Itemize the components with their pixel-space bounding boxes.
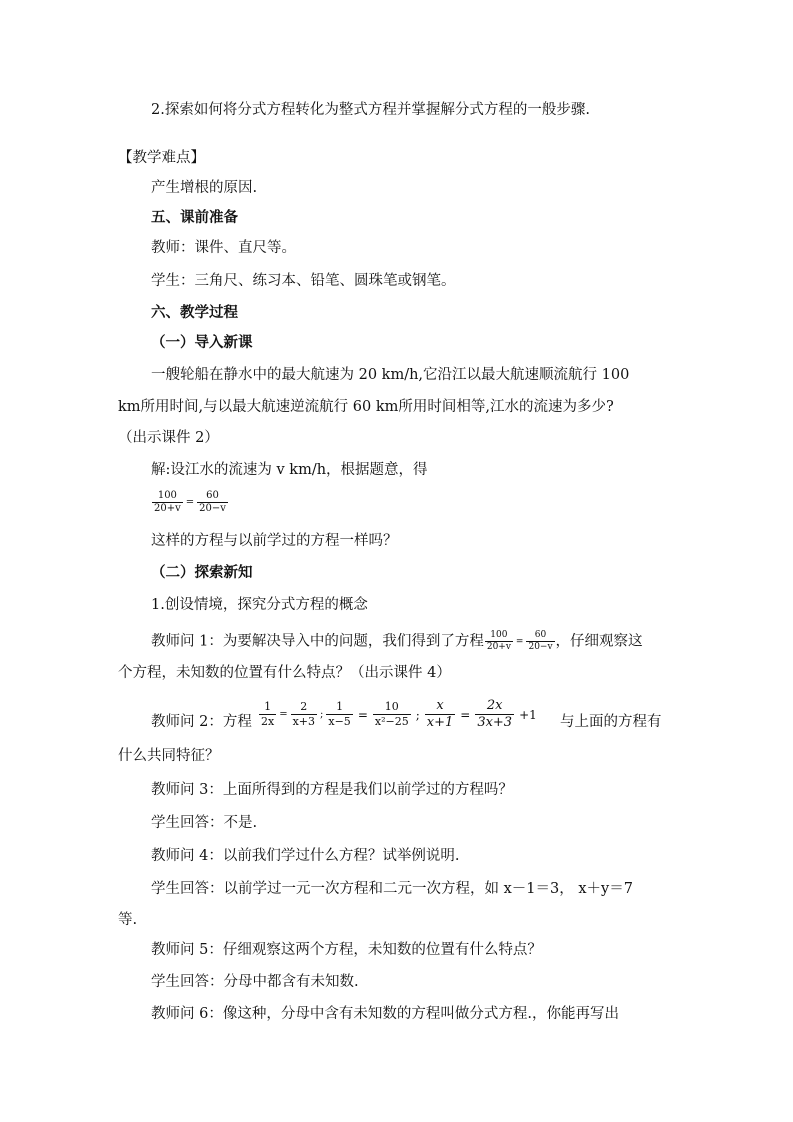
student-answer-3: 学生回答：不是.: [151, 815, 258, 831]
sub1-heading: （一）导入新课: [151, 335, 253, 351]
eq2-frac-4: $\frac{10}{\text{x²−25}}$: [374, 700, 409, 728]
solution-line: 解:设江水的流速为 v km/h，根据题意，得: [151, 462, 428, 478]
student-answer-5: 学生回答：分母中都含有未知数.: [151, 974, 359, 990]
teacher-question-2-suffix: 与上面的方程有: [560, 714, 662, 730]
eq1-frac-right: $\frac{60}{20-v}$: [199, 490, 226, 514]
difficulty-text: 产生增根的原因.: [151, 180, 258, 196]
eq2-frac-6: $\frac{2x}{3x+3}$: [477, 698, 513, 730]
sub2-heading: （二）探索新知: [151, 565, 253, 581]
section6-heading: 六、教学过程: [151, 305, 238, 321]
intro-line-2: km所用时间,与以最大航速逆流航行 60 km所用时间相等,江水的流速为多少?: [118, 399, 614, 415]
eq2-frac-5: $\frac{x}{x+1}$: [426, 698, 454, 730]
eq1-frac-left: $\frac{100}{20+v}$: [154, 490, 181, 514]
student-answer-4-line-2: 等.: [118, 912, 138, 928]
difficulty-heading: 【教学难点】: [118, 150, 205, 166]
eq2-frac-1: $\frac{1}{2x}$: [261, 700, 275, 728]
objective-2: 2.探索如何将分式方程转化为整式方程并掌握解分式方程的一般步骤.: [151, 102, 590, 118]
teacher-question-2: 教师问 2：方程: [151, 714, 252, 730]
teacher-question-1: 教师问 1：为要解决导入中的问题，我们得到了方程 $\frac{100}{20+v}$ = $\frac{60}{20-v}$ ，仔细观察这: [151, 630, 643, 652]
intro-line-1: 一艘轮船在静水中的最大航速为 20 km/h,它沿江以最大航速顺流航行 100: [151, 367, 630, 383]
intro-line-3: （出示课件 2）: [118, 430, 219, 446]
section5-heading: 五、课前准备: [151, 210, 238, 226]
teacher-question-1-line-2: 个方程，未知数的位置有什么特点？（出示课件 4）: [118, 665, 451, 681]
teacher-question-3: 教师问 3：上面所得到的方程是我们以前学过的方程吗？: [151, 782, 513, 798]
step-1: 1.创设情境，探究分式方程的概念: [151, 597, 368, 613]
equation-set-2: $\frac{1}{2x}$ = $\frac{2}{x+3}$ ; $\frac{1}{x-5}$ = $\frac{10}{\text{x²−25}}$ ; $\frac{x}{x+1}$ = $\frac{2x}{3x+3}$ +1: [261, 698, 537, 730]
teacher-question-5: 教师问 5：仔细观察这两个方程，未知数的位置有什么特点？: [151, 942, 542, 958]
eq2-frac-3: $\frac{1}{x-5}$: [328, 700, 351, 728]
teacher-question-4: 教师问 4：以前我们学过什么方程？试举例说明.: [151, 848, 460, 864]
teacher-question-2-line-2: 什么共同特征？: [118, 748, 220, 764]
teacher-prep: 教师：课件、直尺等。: [151, 240, 296, 256]
student-answer-4: 学生回答：以前学过一元一次方程和二元一次方程，如 x－1＝3， x＋y＝7: [151, 881, 633, 897]
equation-1: $\frac{100}{20+v}$ = $\frac{60}{20-v}$: [154, 490, 226, 514]
student-prep: 学生：三角尺、练习本、铅笔、圆珠笔或钢笔。: [151, 273, 456, 289]
teacher-question-6: 教师问 6：像这种，分母中含有未知数的方程叫做分式方程.，你能再写出: [151, 1006, 619, 1022]
question-same: 这样的方程与以前学过的方程一样吗？: [151, 533, 398, 549]
q1-frac-right: $\frac{60}{20-v}$: [528, 630, 553, 652]
q1-frac-left: $\frac{100}{20+v}$: [486, 630, 511, 652]
eq2-frac-2: $\frac{2}{x+3}$: [292, 700, 316, 728]
